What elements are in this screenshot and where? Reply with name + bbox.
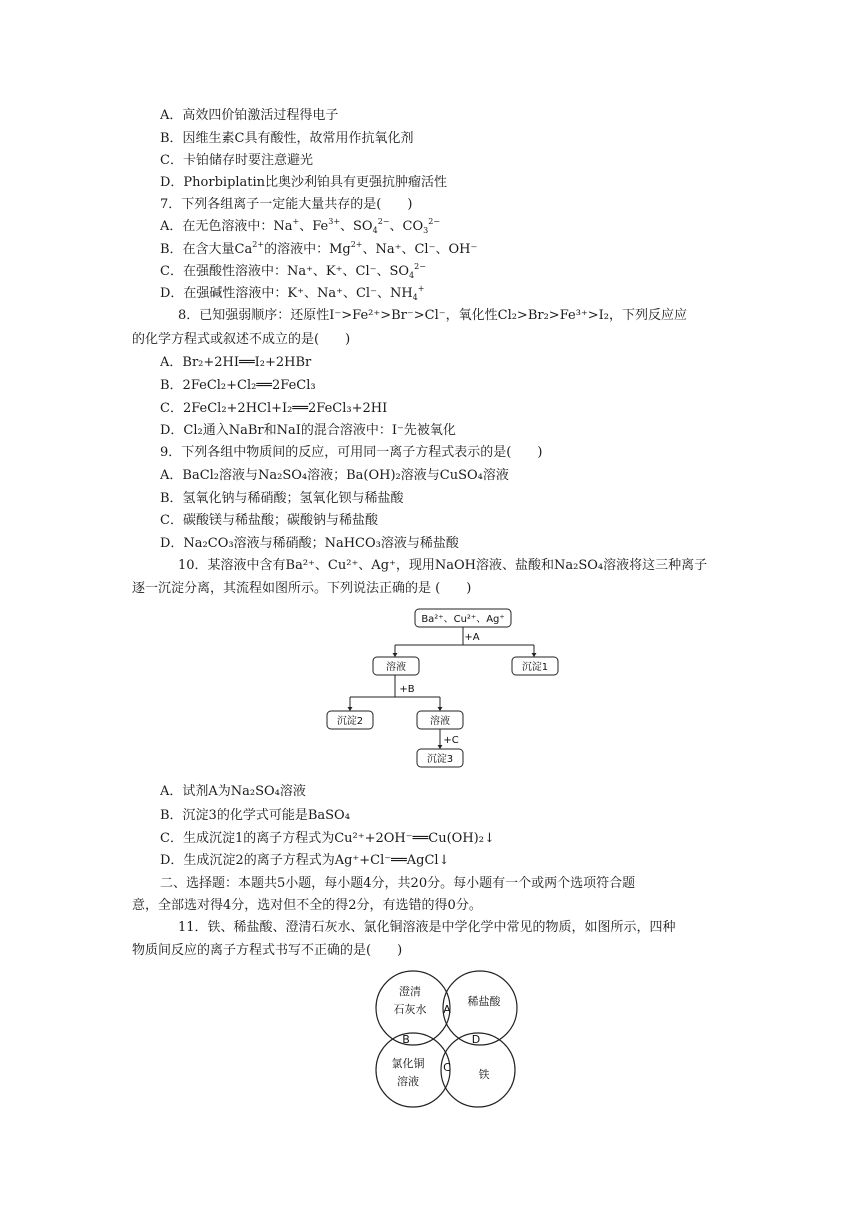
q10-option-c: C．生成沉淀1的离子方程式为Cu²⁺+2OH⁻══Cu(OH)₂↓ [160, 831, 495, 846]
q7d-charge: + [417, 284, 425, 293]
q7a-sub4: 4 [372, 226, 378, 235]
q9-option-b: B．氢氧化钠与稀硝酸；氢氧化钡与稀盐酸 [160, 491, 404, 506]
q7c-sub4: 4 [409, 271, 415, 280]
venn-diagram [370, 968, 530, 1118]
copper-chloride-label-2: 溶液 [397, 1075, 419, 1088]
q7a-sub3: 3 [423, 226, 429, 235]
copper-chloride-label-1: 氯化铜 [391, 1057, 425, 1070]
region-b-label: B [402, 1033, 410, 1046]
q9-stem: 9．下列各组中物质间的反应，可用同一离子方程式表示的是( ) [160, 445, 543, 460]
q7b-post: 、Na⁺、Cl⁻、OH⁻ [362, 242, 478, 257]
solution-label-2: 溶液 [430, 716, 450, 727]
q8-option-b: B．2FeCl₂+Cl₂══2FeCl₃ [160, 378, 316, 393]
copper-chloride-circle [376, 1033, 450, 1107]
q7-stem: 7．下列各组离子一定能大量共存的是( ) [160, 197, 413, 212]
ions-label: Ba²⁺、Cu²⁺、Ag⁺ [421, 614, 505, 625]
q8-stem-2: 的化学方程式或叙述不成立的是( ) [132, 332, 351, 347]
section-2-heading-1: 二、选择题：本题共5小题，每小题4分，共20分。每小题有一个或两个选项符合题 [160, 876, 636, 891]
q8-option-c: C．2FeCl₂+2HCl+I₂══2FeCl₃+2HI [160, 401, 388, 416]
region-c-label: C [443, 1061, 451, 1074]
q7a-so-charge: 2− [377, 217, 390, 226]
q10-stem-2: 逐一沉淀分离，其流程如图所示。下列说法正确的是 ( ) [132, 581, 472, 596]
q7a-text: A．在无色溶液中：Na [160, 219, 293, 234]
q7d-sub4: 4 [412, 293, 418, 302]
q7-option-c [160, 262, 426, 282]
q7a-co-charge: 2− [428, 217, 440, 226]
q9-option-c: C．碳酸镁与稀盐酸；碳酸钠与稀盐酸 [160, 513, 378, 528]
q10-option-a: A．试剂A为Na₂SO₄溶液 [160, 784, 306, 799]
reagent-c-label: +C [443, 735, 459, 746]
q7c-charge: 2− [414, 262, 426, 271]
q7a-so: 、SO [340, 219, 373, 234]
reagent-b-label: +B [399, 684, 415, 695]
q11-stem-1: 11．铁、稀盐酸、澄清石灰水、氯化铜溶液是中学化学中常见的物质，如图所示，四种 [178, 920, 676, 935]
precipitate3-label: 沉淀3 [426, 754, 454, 765]
q8-option-d: D．Cl₂通入NaBr和NaI的混合溶液中：I⁻先被氧化 [160, 423, 456, 438]
q7-option-d [160, 284, 424, 304]
lime-water-label-1: 澄清 [399, 985, 421, 998]
q9-option-a: A．BaCl₂溶液与Na₂SO₄溶液；Ba(OH)₂溶液与CuSO₄溶液 [160, 468, 509, 483]
hydrochloric-acid-label: 稀盐酸 [467, 995, 501, 1008]
q7a-co: 、CO [389, 219, 424, 234]
solution-label-1: 溶液 [386, 662, 406, 673]
q7a-charge: + [292, 217, 300, 226]
q11-stem-2: 物质间反应的离子方程式书写不正确的是( ) [132, 943, 403, 958]
region-d-label: D [471, 1033, 481, 1046]
q7a-fe: 、Fe [299, 219, 329, 234]
q7-option-a [160, 217, 440, 237]
q7b-mid: 的溶液中：Mg [264, 242, 351, 257]
q7c-text: C．在强酸性溶液中：Na⁺、K⁺、Cl⁻、SO [160, 264, 410, 279]
q7b-text: B．在含大量Ca [160, 242, 253, 257]
q10-option-b: B．沉淀3的化学式可能是BaSO₄ [160, 808, 350, 823]
section-2-heading-2: 意，全部选对得4分，选对但不全的得2分，有选错的得0分。 [132, 898, 482, 913]
q6-option-d: D．Phorbiplatin比奥沙利铂具有更强抗肿瘤活性 [160, 175, 448, 190]
lime-water-label-2: 石灰水 [393, 1003, 427, 1016]
region-a-label: A [443, 1003, 451, 1016]
q7d-text: D．在强碱性溶液中：K⁺、Na⁺、Cl⁻、NH [160, 286, 413, 301]
q6-option-a: A．高效四价铂激活过程得电子 [160, 108, 339, 123]
iron-label: 铁 [478, 1068, 490, 1081]
q7-option-b [160, 240, 477, 260]
q10-stem-1: 10．某溶液中含有Ba²⁺、Cu²⁺、Ag⁺，现用NaOH溶液、盐酸和Na₂SO₄溶液将这三种离子 [178, 558, 708, 573]
q10-option-d: D．生成沉淀2的离子方程式为Ag⁺+Cl⁻══AgCl↓ [160, 853, 450, 868]
q8-option-a: A．Br₂+2HI══I₂+2HBr [160, 355, 312, 370]
q6-option-b: B．因维生素C具有酸性，故常用作抗氧化剂 [160, 131, 414, 146]
separation-flowchart [320, 605, 570, 775]
reagent-a-label: +A [464, 632, 480, 643]
q7b-mg-charge: 2+ [350, 240, 363, 249]
q8-stem-1: 8．已知强弱顺序：还原性I⁻>Fe²⁺>Br⁻>Cl⁻，氧化性Cl₂>Br₂>Fe³⁺>I₂，下列反应应 [178, 308, 688, 323]
precipitate2-label: 沉淀2 [336, 716, 364, 727]
q7b-ca-charge: 2+ [252, 240, 265, 249]
precipitate1-label: 沉淀1 [521, 662, 549, 673]
q7a-fe-charge: 3+ [328, 217, 341, 226]
q9-option-d: D．Na₂CO₃溶液与稀硝酸；NaHCO₃溶液与稀盐酸 [160, 536, 459, 551]
q6-option-c: C．卡铂储存时要注意避光 [160, 153, 313, 168]
